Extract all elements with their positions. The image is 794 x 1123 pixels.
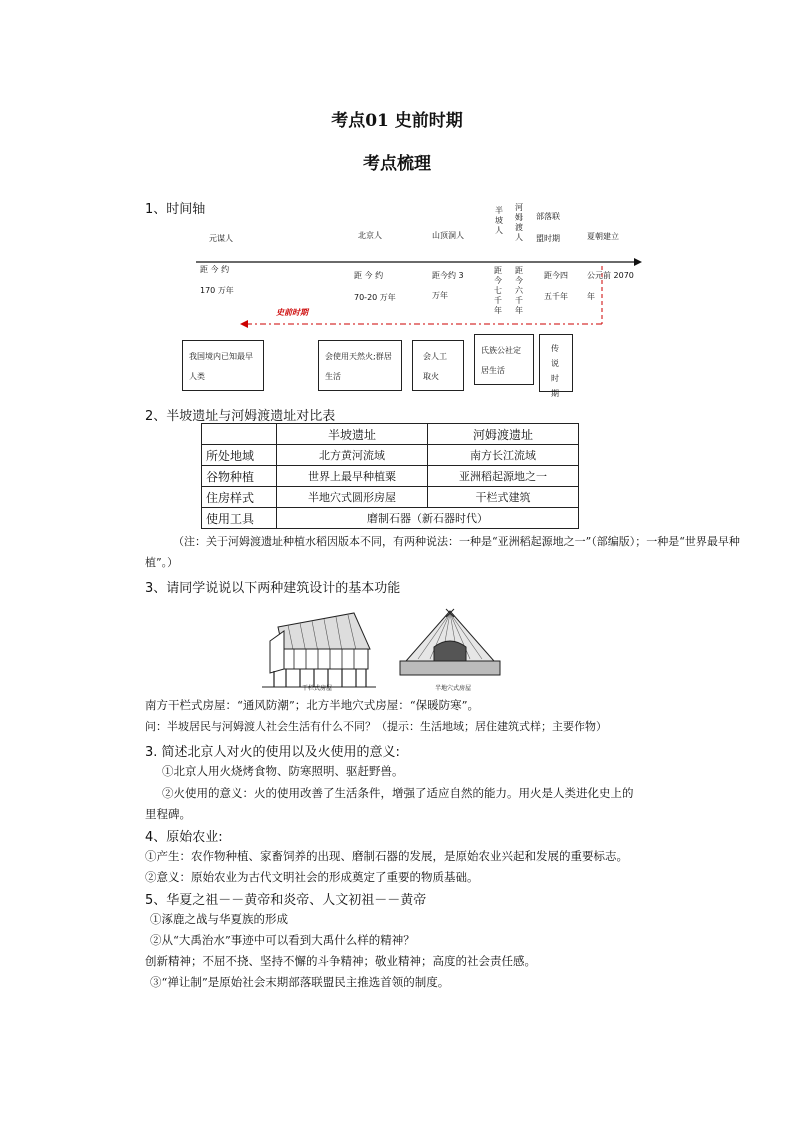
question-text: 问：半坡居民与河姆渡人社会生活有什么不同？（提示：生活地域；居住建筑式样；主要作物） — [145, 720, 607, 733]
section-agriculture-heading: 4、原始农业: — [145, 830, 223, 845]
table-header-cell: 河姆渡遗址 — [428, 424, 579, 445]
table-cell: 磨制石器（新石器时代） — [277, 508, 579, 529]
section-timeline-heading: 1、时间轴 — [145, 202, 206, 217]
compare-table — [201, 423, 579, 529]
timeline-box-shanding: 会人工取火 — [412, 340, 464, 391]
table-header-cell — [202, 424, 277, 445]
table-header-cell: 半坡遗址 — [277, 424, 428, 445]
stilt-house-caption: 干栏式房屋 — [302, 685, 333, 692]
huaxia-point-3: ③“禅让制”是原始社会末期部落联盟民主推选首领的制度。 — [150, 975, 450, 989]
timeline-label-yuanmou: 元谋人 — [209, 234, 233, 243]
pit-house-caption: 半地穴式房屋 — [435, 685, 472, 692]
timeline-box-yuanmou: 我国境内已知最早人类 — [182, 340, 264, 391]
table-cell: 南方长江流域 — [428, 445, 579, 466]
section-building-heading: 3、请同学说说以下两种建筑设计的基本功能 — [145, 581, 401, 596]
timeline-date-xia-2: 年 — [587, 292, 595, 301]
timeline-label-beijing: 北京人 — [358, 231, 382, 240]
timeline-date-buluo-1: 距今四 — [544, 271, 568, 280]
fire-point-2-cont: 里程碑。 — [145, 807, 191, 821]
timeline-date-yuanmou-1: 距 今 约 — [200, 265, 230, 274]
timeline-label-xia: 夏朝建立 — [587, 232, 619, 241]
prehistoric-label: 史前时期 — [276, 308, 308, 317]
building-illustration — [258, 607, 548, 695]
table-cell: 使用工具 — [202, 508, 277, 529]
table-cell: 北方黄河流域 — [277, 445, 428, 466]
table-note: （注：关于河姆渡遗址种植水稻因版本不同，有两种说法：一种是“亚洲稻起源地之一”（部编版）；一种是“世界最早种植”。） — [145, 535, 740, 569]
timeline-date-banpo: 距今七千年 — [494, 266, 502, 315]
section-compare-heading: 2、半坡遗址与河姆渡遗址对比表 — [145, 409, 336, 424]
timeline-box-legend: 传说时期 — [539, 334, 573, 392]
table-row — [202, 445, 579, 466]
section-fire-heading: 3. 简述北京人对火的使用以及火使用的意义: — [145, 745, 400, 760]
pit-house-icon — [400, 609, 500, 675]
table-cell: 亚洲稻起源地之一 — [428, 466, 579, 487]
timeline-date-shanding-1: 距今约 3 — [432, 271, 464, 280]
agriculture-point-2: ②意义：原始农业为古代文明社会的形成奠定了重要的物质基础。 — [145, 870, 479, 884]
page-subtitle: 考点梳理 — [363, 154, 431, 174]
table-cell: 谷物种植 — [202, 466, 277, 487]
timeline-label-hemudu: 河姆渡人 — [515, 203, 523, 242]
timeline-date-yuanmou-2: 170 万年 — [200, 286, 234, 295]
timeline-box-clan: 氏族公社定居生活 — [474, 334, 534, 385]
timeline-label-buluo-2: 盟时期 — [536, 234, 560, 243]
huaxia-point-2: ②从“大禹治水”事迹中可以看到大禹什么样的精神？ — [150, 933, 415, 947]
table-cell: 干栏式建筑 — [428, 487, 579, 508]
timeline-label-banpo: 半坡人 — [495, 206, 503, 235]
table-row — [202, 487, 579, 508]
section-huaxia-heading: 5、华夏之祖－－黄帝和炎帝、人文初祖－－黄帝 — [145, 893, 427, 908]
table-cell: 世界上最早种植粟 — [277, 466, 428, 487]
timeline-date-buluo-2: 五千年 — [544, 292, 568, 301]
huaxia-point-1: ①涿鹿之战与华夏族的形成 — [150, 912, 288, 926]
table-header-row — [202, 424, 579, 445]
table-cell: 半地穴式圆形房屋 — [277, 487, 428, 508]
building-answer: 南方干栏式房屋：“通风防潮”；北方半地穴式房屋：“保暖防寒”。 — [145, 698, 480, 712]
table-row — [202, 508, 579, 529]
table-row — [202, 466, 579, 487]
fire-point-2: ②火使用的意义：火的使用改善了生活条件，增强了适应自然的能力。用火是人类进化史上的 — [162, 786, 634, 800]
timeline-date-shanding-2: 万年 — [432, 291, 448, 300]
table-cell: 住房样式 — [202, 487, 277, 508]
timeline-box-beijing: 会使用天然火;群居生活 — [318, 340, 402, 391]
table-cell: 所处地域 — [202, 445, 277, 466]
timeline-date-xia-1: 公元前 2070 — [587, 271, 634, 280]
stilt-house-icon — [262, 613, 376, 687]
timeline-date-beijing-1: 距 今 约 — [354, 271, 384, 280]
timeline-label-shanding: 山顶洞人 — [432, 231, 464, 240]
agriculture-point-1: ①产生：农作物种植、家畜饲养的出现、磨制石器的发展，是原始农业兴起和发展的重要标志。 — [145, 849, 628, 863]
timeline-axis — [190, 240, 650, 340]
timeline-date-beijing-2: 70-20 万年 — [354, 293, 396, 302]
page-title: 考点01 史前时期 — [331, 111, 463, 131]
timeline-label-buluo-1: 部落联 — [536, 212, 560, 221]
fire-point-1: ①北京人用火烧烤食物、防寒照明、驱赶野兽。 — [162, 764, 404, 778]
timeline-date-hemudu: 距今六千年 — [515, 266, 523, 315]
huaxia-point-2-answer: 创新精神；不屈不挠、坚持不懈的斗争精神；敬业精神；高度的社会责任感。 — [145, 954, 536, 968]
